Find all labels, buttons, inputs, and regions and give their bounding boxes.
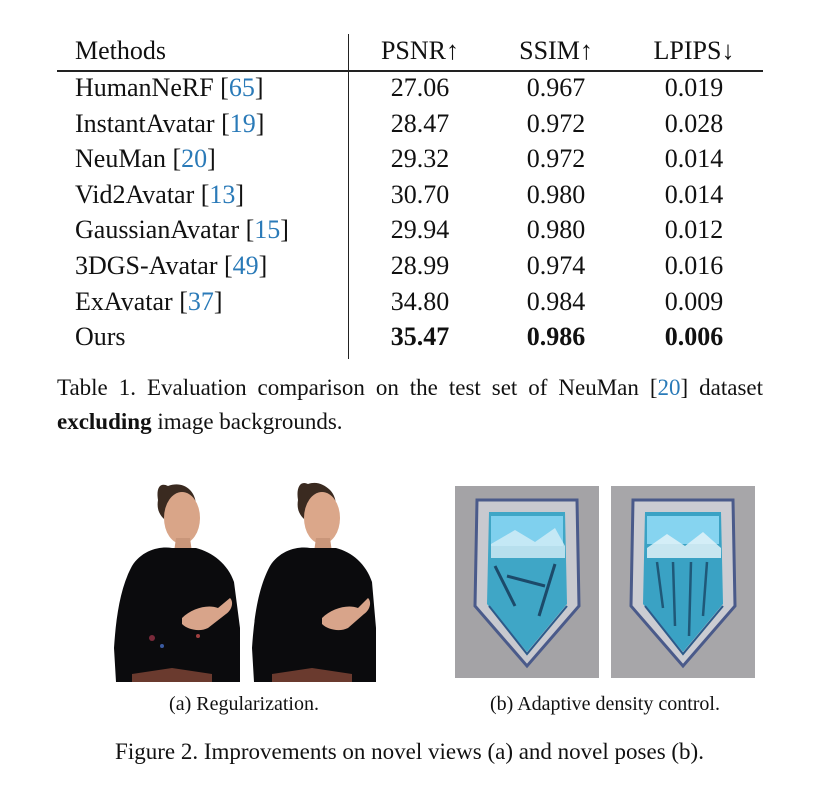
psnr-value: 34.80 [390, 286, 450, 316]
ssim-value-best: 0.986 [526, 322, 586, 352]
density-control-after-image [611, 486, 755, 678]
method-name: 3DGS-Avatar [75, 251, 218, 280]
lpips-value: 0.028 [664, 108, 724, 138]
regularization-after-image [248, 478, 376, 682]
avatar-render-icon [112, 478, 240, 682]
ssim-value: 0.980 [526, 179, 586, 209]
method-name: NeuMan [75, 144, 166, 174]
ssim-value: 0.972 [526, 108, 586, 138]
figure-caption: Figure 2. Improvements on novel views (a) and novel poses (b). [115, 739, 704, 764]
ssim-value: 0.984 [526, 286, 586, 316]
method-name: Ours [75, 322, 126, 352]
table-row: HumanNeRF [65] 27.06 0.967 0.019 [57, 70, 763, 106]
ssim-value: 0.972 [526, 144, 586, 174]
citation-link[interactable]: 20 [657, 375, 681, 400]
citation-link[interactable]: 65 [228, 73, 255, 102]
header-lpips: LPIPS↓ [653, 36, 735, 65]
shield-render-icon [455, 486, 599, 678]
table-row: Vid2Avatar [13] 30.70 0.980 0.014 [57, 177, 763, 213]
lpips-value: 0.016 [664, 251, 724, 280]
psnr-value: 29.32 [390, 144, 450, 174]
psnr-value: 28.47 [390, 108, 450, 138]
lpips-value: 0.014 [664, 144, 724, 174]
table-caption: Table 1. Evaluation comparison on the test set of NeuMan [20] dataset excluding image backgrounds. [57, 375, 763, 434]
ssim-value: 0.980 [526, 215, 586, 245]
method-name: InstantAvatar [75, 108, 215, 138]
table-row: GaussianAvatar [15] 29.94 0.980 0.012 [57, 212, 763, 248]
avatar-render-icon [248, 478, 376, 682]
citation-link[interactable]: 19 [229, 108, 256, 138]
header-methods: Methods [75, 36, 166, 65]
psnr-value: 27.06 [390, 73, 450, 102]
header-psnr: PSNR↑ [380, 36, 460, 65]
shield-render-icon [611, 486, 755, 678]
method-name: Vid2Avatar [75, 179, 195, 209]
citation-link[interactable]: 13 [209, 179, 236, 209]
lpips-value: 0.014 [664, 179, 724, 209]
citation-link[interactable]: 15 [254, 215, 281, 245]
table-row: ExAvatar [37] 34.80 0.984 0.009 [57, 284, 763, 320]
table-row: NeuMan [20] 29.32 0.972 0.014 [57, 141, 763, 177]
psnr-value: 30.70 [390, 179, 450, 209]
subcaption-b: (b) Adaptive density control. [490, 693, 720, 715]
citation-link[interactable]: 49 [232, 251, 259, 280]
psnr-value: 28.99 [390, 251, 450, 280]
ssim-value: 0.974 [526, 251, 586, 280]
ssim-value: 0.967 [526, 73, 586, 102]
method-name: GaussianAvatar [75, 215, 240, 245]
lpips-value: 0.012 [664, 215, 724, 245]
psnr-value: 29.94 [390, 215, 450, 245]
table-row: 3DGS-Avatar [49] 28.99 0.974 0.016 [57, 248, 763, 284]
citation-link[interactable]: 20 [181, 144, 208, 174]
table-row: InstantAvatar [19] 28.47 0.972 0.028 [57, 106, 763, 142]
citation-link[interactable]: 37 [187, 286, 214, 316]
psnr-value-best: 35.47 [390, 322, 450, 352]
table-header-row [57, 33, 763, 69]
regularization-before-image [112, 478, 240, 682]
lpips-value-best: 0.006 [664, 322, 724, 352]
density-control-before-image [455, 486, 599, 678]
method-name: HumanNeRF [75, 73, 214, 102]
subcaption-a: (a) Regularization. [169, 693, 319, 715]
lpips-value: 0.019 [664, 73, 724, 102]
method-name: ExAvatar [75, 286, 173, 316]
header-ssim: SSIM↑ [519, 36, 593, 65]
table-row-ours [57, 319, 763, 355]
lpips-value: 0.009 [664, 286, 724, 316]
